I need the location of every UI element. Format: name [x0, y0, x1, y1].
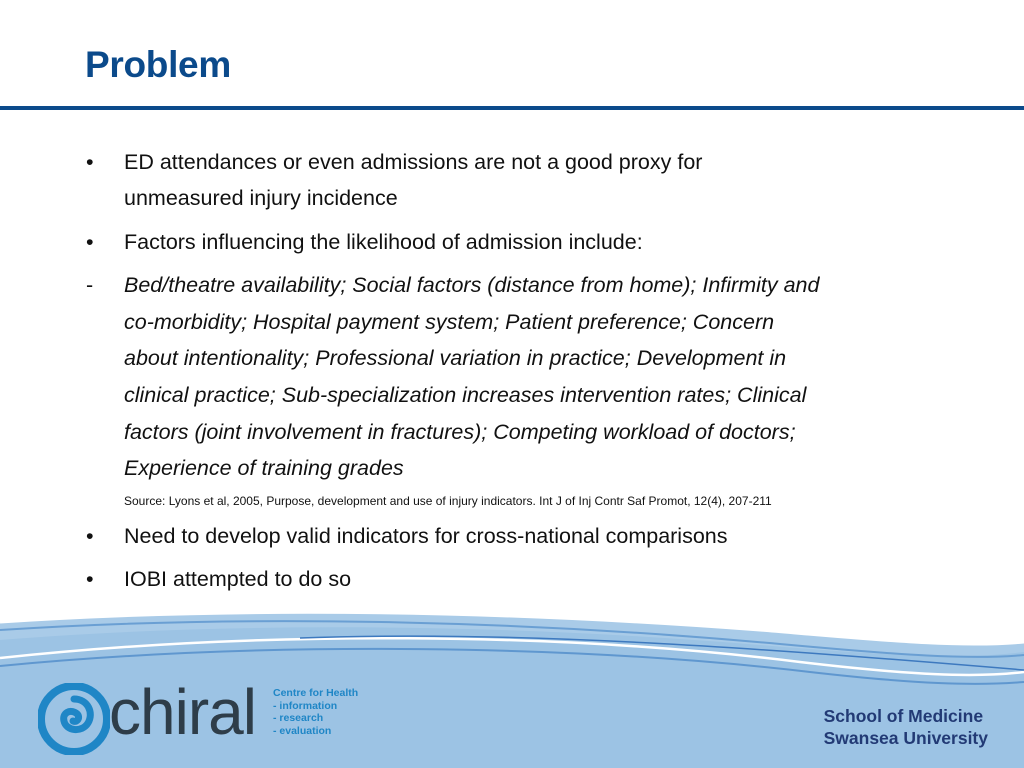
factor-line: Experience of training grades — [124, 456, 404, 480]
school-line: School of Medicine — [823, 706, 984, 726]
chiral-logo-text: chiral — [109, 676, 256, 748]
title-divider — [0, 106, 1024, 110]
centre-line: Centre for Health — [273, 687, 359, 699]
factor-line: co-morbidity; Hospital payment system; Patient preference; Concern — [124, 310, 775, 334]
bullet-line: Need to develop valid indicators for cross-national comparisons — [124, 524, 728, 548]
slide-title: Problem — [85, 44, 231, 85]
bullet-line: ED attendances or even admissions are not a good proxy for — [124, 150, 703, 174]
bullet-line: IOBI attempted to do so — [124, 567, 352, 591]
factor-line: factors (joint involvement in fractures); Competing workload of doctors; — [124, 420, 796, 444]
bullet-line: Factors influencing the likelihood of admission include: — [124, 230, 643, 254]
bullet-marker: • — [86, 567, 94, 591]
centre-line: - evaluation — [273, 724, 332, 737]
bullet-marker: • — [86, 150, 94, 174]
school-line: Swansea University — [823, 728, 988, 748]
centre-line: - research — [273, 712, 324, 724]
school-logo-text — [824, 705, 988, 749]
factor-line: clinical practice; Sub-specialization increases intervention rates; Clinical — [124, 383, 807, 407]
bullet-line: unmeasured injury incidence — [124, 186, 398, 210]
bullet-marker: • — [86, 230, 94, 254]
dash-marker: - — [86, 273, 94, 297]
bullet-marker: • — [86, 524, 94, 548]
source-citation: Source: Lyons et al, 2005, Purpose, development and use of injury indicators. Int J of Inj Contr Saf Promot, 12(4), 207-211 — [124, 494, 772, 508]
factor-line: about intentionality; Professional variation in practice; Development in — [124, 346, 787, 370]
factor-line: Bed/theatre availability; Social factors (distance from home); Infirmity and — [124, 273, 820, 297]
centre-for-health-block — [273, 687, 358, 737]
chiral-swirl-icon — [38, 683, 110, 755]
centre-line: - information — [273, 699, 338, 712]
